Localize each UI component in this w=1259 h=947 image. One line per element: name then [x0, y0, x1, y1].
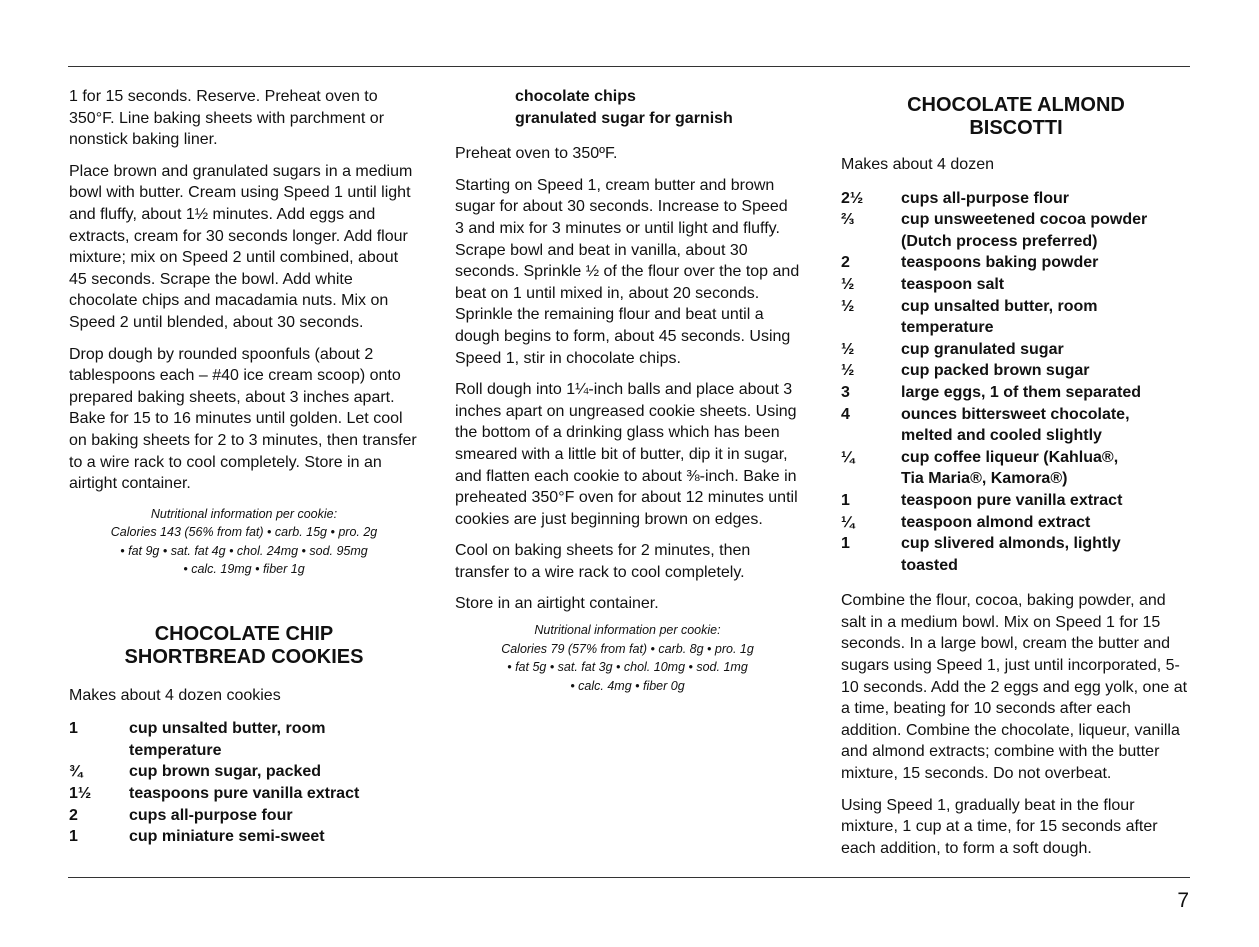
- ingredient-text: cup miniature semi-sweet: [129, 828, 325, 846]
- ingredient-qty: 1: [841, 535, 850, 553]
- ingredient-qty: 1½: [69, 785, 92, 803]
- ingredient-line: cup unsalted butter, room: [129, 720, 326, 738]
- ingredient-line: granulated sugar for garnish: [515, 109, 733, 127]
- recipe-title-line: CHOCOLATE ALMOND: [907, 94, 1125, 116]
- ingredient-item: [841, 533, 1191, 576]
- ingredient-line: cup slivered almonds, lightly: [901, 535, 1121, 553]
- nutrition-heading: Nutritional information per cookie:: [534, 623, 721, 638]
- ingredient-text: teaspoons pure vanilla extract: [129, 785, 360, 803]
- ingredient-qty: ½: [841, 362, 855, 380]
- paragraph: Combine the flour, cocoa, baking powder, and salt in a medium bowl. Mix on Speed 1 for 15 seconds. In a large bowl, cream the butter and sugars using Speed 1, just until incorporated, 5-10 seconds. Add the 2 eggs and egg yolk, one at a time, beating for 10 seconds after each addition. Combine the chocolate, liqueur, vanilla and almond extracts; combine with the butter mixture, 15 seconds. Do not overbeat.: [841, 592, 1188, 783]
- ingredient-qty: ¾: [69, 763, 83, 781]
- ingredient-qty: 3: [841, 383, 850, 401]
- nutrition-line: Calories 79 (57% from fat) • carb. 8g • pro. 1g: [501, 641, 754, 656]
- ingredient-qty: ¼: [841, 513, 855, 531]
- ingredient-qty: 4: [841, 405, 850, 423]
- ingredient-line: chocolate chips: [515, 88, 636, 105]
- ingredient-qty: 1: [841, 491, 850, 509]
- page-number: 7: [1177, 889, 1189, 912]
- ingredient-text: [901, 533, 1191, 576]
- ingredient-line: toasted: [901, 556, 958, 574]
- ingredient-list: [69, 718, 419, 848]
- ingredient-qty: ½: [841, 275, 855, 293]
- ingredient-item: [841, 252, 1191, 274]
- ingredient-item: [69, 783, 419, 805]
- ingredient-item: [841, 296, 1191, 339]
- ingredient-continuation: [455, 86, 800, 129]
- ingredient-text: teaspoon pure vanilla extract: [901, 491, 1123, 509]
- recipe-yield: Makes about 4 dozen: [841, 156, 994, 173]
- ingredient-text: [901, 296, 1191, 339]
- recipe-title: [841, 94, 1191, 140]
- nutrition-line: • fat 9g • sat. fat 4g • chol. 24mg • sod. 95mg: [120, 543, 368, 558]
- ingredient-item: [69, 826, 419, 848]
- ingredient-line: melted and cooled slightly: [901, 427, 1102, 445]
- paragraph: Preheat oven to 350ºF.: [455, 145, 618, 163]
- ingredient-text: teaspoon salt: [901, 275, 1005, 293]
- recipe-title-line: BISCOTTI: [969, 117, 1063, 139]
- nutrition-line: • fat 5g • sat. fat 3g • chol. 10mg • sod. 1mg: [507, 660, 748, 675]
- ingredient-item: [841, 274, 1191, 296]
- ingredient-list: [841, 188, 1191, 577]
- nutrition-info: [455, 621, 800, 695]
- ingredient-text: large eggs, 1 of them separated: [901, 383, 1142, 401]
- ingredient-item: [841, 404, 1191, 447]
- paragraph: Place brown and granulated sugars in a medium bowl with butter. Cream using Speed 1 until light and fluffy, about 1½ minutes. Add eggs and extracts, cream for 30 seconds longer. Add flour mixture; mix on Speed 2 until combined, about 45 seconds. Scrape the bowl. Add white chocolate chips and macadamia nuts. Mix on Speed 2 until blended, about 30 seconds.: [69, 162, 413, 331]
- ingredient-qty: 2: [841, 254, 850, 272]
- ingredient-item: [841, 188, 1191, 210]
- ingredient-item: [841, 360, 1191, 382]
- ingredient-qty: 2: [69, 806, 78, 824]
- ingredient-text: cup granulated sugar: [901, 340, 1064, 358]
- top-rule: [68, 66, 1190, 67]
- recipe-title-line: SHORTBREAD COOKIES: [124, 645, 364, 668]
- paragraph: Drop dough by rounded spoonfuls (about 2 tablespoons each – #40 ice cream scoop) onto prepared baking sheets, about 3 inches apart. Bake for 15 to 16 minutes until golden. Let cool on baking sheets for 2 to 3 minutes, then transfer to a wire rack to cool completely. Store in an airtight container.: [69, 345, 417, 493]
- ingredient-item: [841, 382, 1191, 404]
- ingredient-qty: ½: [841, 297, 855, 315]
- ingredient-line: cup unsalted butter, room: [901, 297, 1098, 315]
- paragraph: Store in an airtight container.: [455, 595, 659, 613]
- recipe-title-line: CHOCOLATE CHIP: [154, 622, 334, 645]
- ingredient-line: temperature: [129, 741, 222, 759]
- ingredient-qty: ½: [841, 340, 855, 358]
- ingredient-text: cup brown sugar, packed: [129, 763, 322, 781]
- ingredient-text: [901, 447, 1191, 490]
- recipe-title: [69, 623, 419, 669]
- paragraph: Roll dough into 1¼-inch balls and place about 3 inches apart on ungreased cookie sheets. Using the bottom of a drinking glass which has been smeared with a little bit of butter, dip it in sugar, and flatten each cookie to about ⅜-inch. Bake in preheated 350°F oven for about 12 minutes until cookies are just beginning brown on edges.: [455, 381, 798, 528]
- ingredient-item: [841, 447, 1191, 490]
- bottom-rule: [68, 877, 1190, 878]
- nutrition-heading: Nutritional information per cookie:: [150, 506, 338, 521]
- nutrition-line: Calories 143 (56% from fat) • carb. 15g • pro. 2g: [110, 525, 378, 540]
- ingredient-qty: ¼: [841, 448, 855, 466]
- ingredient-item: [841, 339, 1191, 361]
- ingredient-text: [901, 209, 1191, 252]
- ingredient-item: [69, 761, 419, 783]
- ingredient-text: cups all-purpose flour: [901, 189, 1070, 207]
- ingredient-line: cup unsweetened cocoa powder: [901, 211, 1148, 229]
- ingredient-item: [841, 209, 1191, 252]
- ingredient-qty: 2½: [841, 189, 864, 207]
- ingredient-text: [129, 718, 419, 761]
- ingredient-line: temperature: [901, 319, 994, 337]
- ingredient-item: [841, 490, 1191, 512]
- ingredient-line: ounces bittersweet chocolate,: [901, 405, 1130, 423]
- ingredient-text: cups all-purpose four: [129, 806, 293, 824]
- ingredient-text: [901, 404, 1191, 447]
- column-left: [69, 86, 419, 848]
- ingredient-item: [841, 512, 1191, 534]
- ingredient-line: cup coffee liqueur (Kahlua®,: [901, 448, 1119, 466]
- paragraph: Starting on Speed 1, cream butter and brown sugar for about 30 seconds. Increase to Speed 3 and mix for 3 minutes or until light and fluffy. Scrape bowl and beat in vanilla, about 30 seconds. Sprinkle ½ of the flour over the top and beat on 1 until mixed in, about 20 seconds. Sprinkle the remaining flour and beat until a dough begins to form, about 45 seconds. Using Speed 1, stir in chocolate chips.: [455, 176, 800, 367]
- column-middle: [455, 86, 800, 695]
- paragraph: Cool on baking sheets for 2 minutes, then transfer to a wire rack to cool completely.: [455, 542, 751, 581]
- ingredient-item: [69, 805, 419, 827]
- nutrition-line: • calc. 4mg • fiber 0g: [570, 678, 685, 693]
- column-right: [841, 86, 1191, 869]
- ingredient-qty: ⅔: [841, 211, 855, 229]
- nutrition-info: [69, 505, 419, 579]
- ingredient-line: Tia Maria®, Kamora®): [901, 470, 1068, 488]
- paragraph: 1 for 15 seconds. Reserve. Preheat oven to 350°F. Line baking sheets with parchment or nonstick baking liner.: [69, 88, 385, 149]
- ingredient-text: teaspoons baking powder: [901, 254, 1099, 272]
- recipe-yield: Makes about 4 dozen cookies: [69, 686, 281, 704]
- ingredient-line: (Dutch process preferred): [901, 232, 1098, 250]
- ingredient-qty: 1: [69, 720, 78, 738]
- ingredient-qty: 1: [69, 828, 78, 846]
- paragraph: Using Speed 1, gradually beat in the flour mixture, 1 cup at a time, for 15 seconds after each addition, to form a soft dough.: [841, 796, 1158, 857]
- ingredient-text: cup packed brown sugar: [901, 362, 1090, 380]
- ingredient-item: [69, 718, 419, 761]
- nutrition-line: • calc. 19mg • fiber 1g: [183, 562, 305, 577]
- ingredient-text: teaspoon almond extract: [901, 513, 1091, 531]
